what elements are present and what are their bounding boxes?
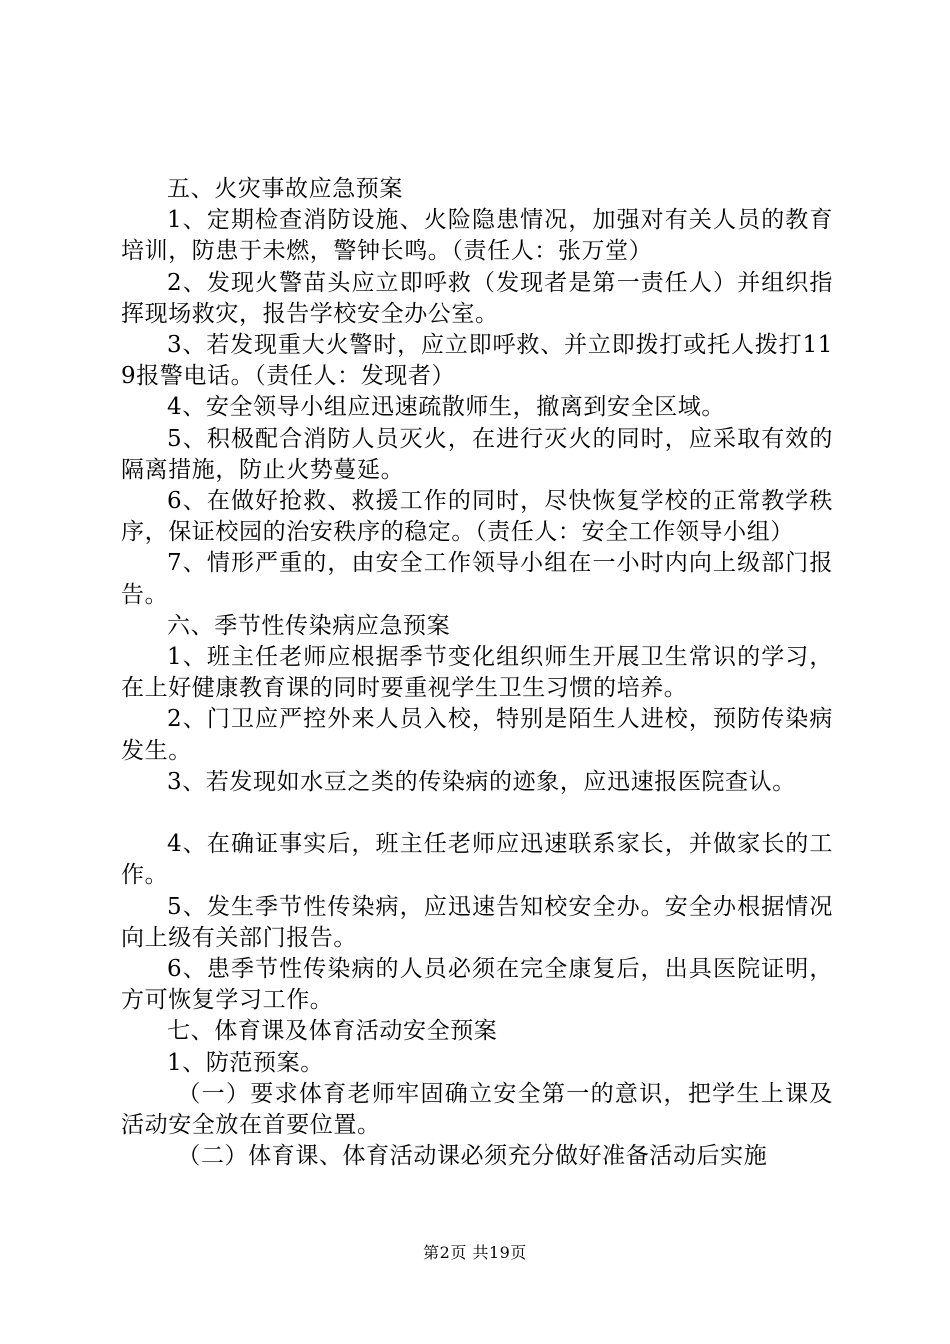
page-number-footer: 第2页 共19页	[423, 1243, 527, 1262]
paragraph: 1、定期检查消防设施、火险隐患情况，加强对有关人员的教育培训，防患于未燃，警钟长鸣。（责任人：张万堂）	[121, 207, 833, 265]
paragraph: 3、若发现重大火警时，应立即呼救、并立即拨打或托人拨打119报警电话。（责任人：发现者）	[121, 332, 833, 390]
paragraph: 4、在确证事实后，班主任老师应迅速联系家长，并做家长的工作。	[121, 831, 833, 889]
document-body	[121, 174, 833, 1172]
paragraph: 1、防范预案。	[167, 1049, 324, 1076]
paragraph: 6、患季节性传染病的人员必须在完全康复后，出具医院证明，方可恢复学习工作。	[121, 956, 833, 1014]
paragraph: 4、安全领导小组应迅速疏散师生，撤离到安全区域。	[167, 394, 726, 421]
paragraph: （一）要求体育老师牢固确立安全第一的意识，把学生上课及活动安全放在首要位置。	[121, 1080, 833, 1139]
paragraph: 1、班主任老师应根据季节变化组织师生开展卫生常识的学习，在上好健康教育课的同时要重视学生卫生习惯的培养。	[121, 644, 833, 702]
section-heading-fire: 五、火灾事故应急预案	[167, 176, 403, 202]
paragraph: 2、发现火警苗头应立即呼救（发现者是第一责任人）并组织指挥现场救灾，报告学校安全办公室。	[121, 269, 833, 327]
paragraph: （二）体育课、体育活动课必须充分做好准备活动后实施	[177, 1143, 768, 1170]
section-heading-sports: 七、体育课及体育活动安全预案	[167, 1018, 498, 1045]
paragraph: 6、在做好抢救、救援工作的同时，尽快恢复学校的正常教学秩序，保证校园的治安秩序的稳定。（责任人：安全工作领导小组）	[121, 488, 833, 546]
paragraph: 3、若发现如水豆之类的传染病的迹象，应迅速报医院查认。	[167, 768, 796, 795]
paragraph: 2、门卫应严控外来人员入校，特别是陌生人进校，预防传染病发生。	[121, 706, 833, 764]
paragraph: 7、情形严重的，由安全工作领导小组在一小时内向上级部门报告。	[121, 550, 833, 608]
paragraph: 5、发生季节性传染病，应迅速告知校安全办。安全办根据情况向上级有关部门报告。	[121, 893, 833, 951]
paragraph: 5、积极配合消防人员灭火，在进行灭火的同时，应采取有效的隔离措施，防止火势蔓延。	[121, 425, 833, 483]
section-heading-disease: 六、季节性传染病应急预案	[167, 612, 451, 639]
